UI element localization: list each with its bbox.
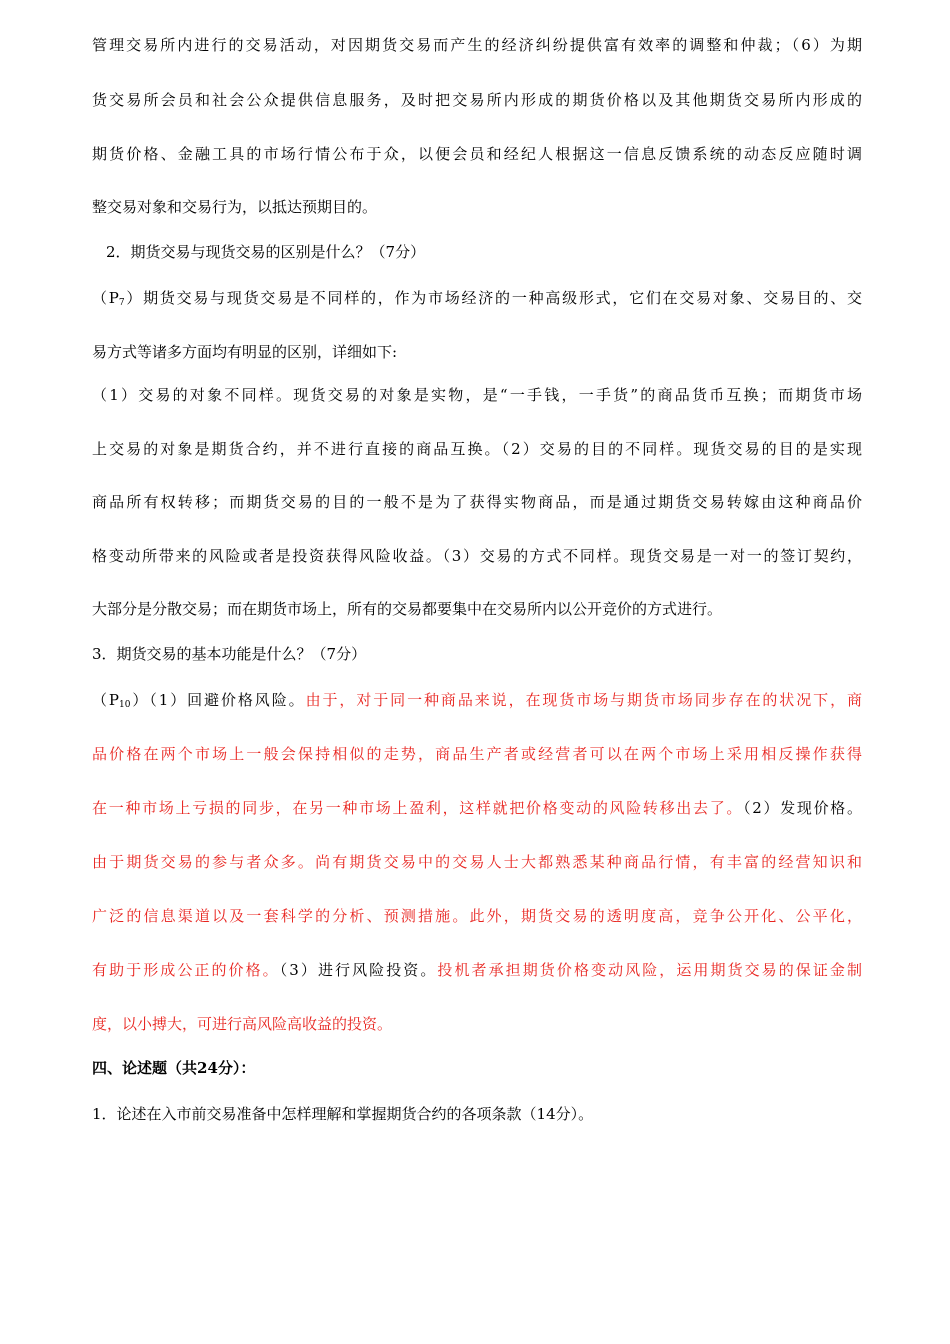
q3-answer-line-3: 在一种市场上亏损的同步，在另一种市场上盈利，这样就把价格变动的风险转移出去了。（2）发现价格。 xyxy=(92,799,862,817)
q3-answer-line-6: 有助于形成公正的价格。（3）进行风险投资。投机者承担期货价格变动风险，运用期货交易的保证金制 xyxy=(92,961,862,979)
text-line: 货交易所会员和社会公众提供信息服务，及时把交易所内形成的期货价格以及其他期货交易所内形成的 xyxy=(92,91,862,109)
text-line: （1）交易的对象不同样。现货交易的对象是实物，是“一手钱，一手货”的商品货币互换；而期货市场 xyxy=(92,386,862,404)
text-line: 易方式等诸多方面均有明显的区别，详细如下: xyxy=(92,343,398,361)
text-line: 广泛的信息渠道以及一套科学的分析、预测措施。此外，期货交易的透明度高，竞争公开化、公平化， xyxy=(92,907,862,925)
text-line: 管理交易所内进行的交易活动，对因期货交易而产生的经济纠纷提供富有效率的调整和仲裁；（6）为期 xyxy=(92,36,862,54)
text-line: 度，以小搏大，可进行高风险高收益的投资。 xyxy=(92,1015,393,1033)
page-ref: $(P_7)$ xyxy=(92,289,144,308)
text-line: 商品所有权转移；而期货交易的目的一般不是为了获得实物商品，而是通过期货交易转嫁由这种商品价 xyxy=(92,493,862,511)
text-line: 由于期货交易的参与者众多。尚有期货交易中的交易人士大都熟悉某种商品行情，有丰富的经营知识和 xyxy=(92,853,862,871)
question-2-title: 2．期货交易与现货交易的区别是什么？（7分） xyxy=(106,243,426,261)
text-line: 上交易的对象是期货合约，并不进行直接的商品互换。（2）交易的目的不同样。现货交易的目的是实现 xyxy=(92,440,862,458)
text-line: 大部分是分散交易；而在期货市场上，所有的交易都要集中在交易所内以公开竞价的方式进行。 xyxy=(92,600,723,618)
page-ref: $(P_{10})$ xyxy=(92,691,150,710)
text-line: 格变动所带来的风险或者是投资获得风险收益。（3）交易的方式不同样。现货交易是一对一的签订契约， xyxy=(92,547,862,565)
section-heading: 四、论述题（共24分）： xyxy=(92,1059,256,1077)
text-line: 整交易对象和交易行为，以抵达预期目的。 xyxy=(92,198,378,216)
essay-question-1: 1．论述在入市前交易准备中怎样理解和掌握期货合约的各项条款（14分）。 xyxy=(92,1105,594,1123)
q2-answer-line-1: $(P_7)$期货交易与现货交易是不同样的，作为市场经济的一种高级形式，它们在交易对象、交易目的、交 xyxy=(92,289,862,308)
text-line: 品价格在两个市场上一般会保持相似的走势，商品生产者或经营者可以在两个市场上采用相反操作获得 xyxy=(92,745,862,763)
q3-answer-line-1: $(P_{10})(1)$回避价格风险。由于，对于同一种商品来说，在现货市场与期货市场同步存在的状况下，商 xyxy=(92,691,862,710)
question-3-title: 3．期货交易的基本功能是什么？（7分） xyxy=(92,645,367,663)
text-line: 期货价格、金融工具的市场行情公布于众，以便会员和经纪人根据这一信息反馈系统的动态反应随时调 xyxy=(92,145,862,163)
